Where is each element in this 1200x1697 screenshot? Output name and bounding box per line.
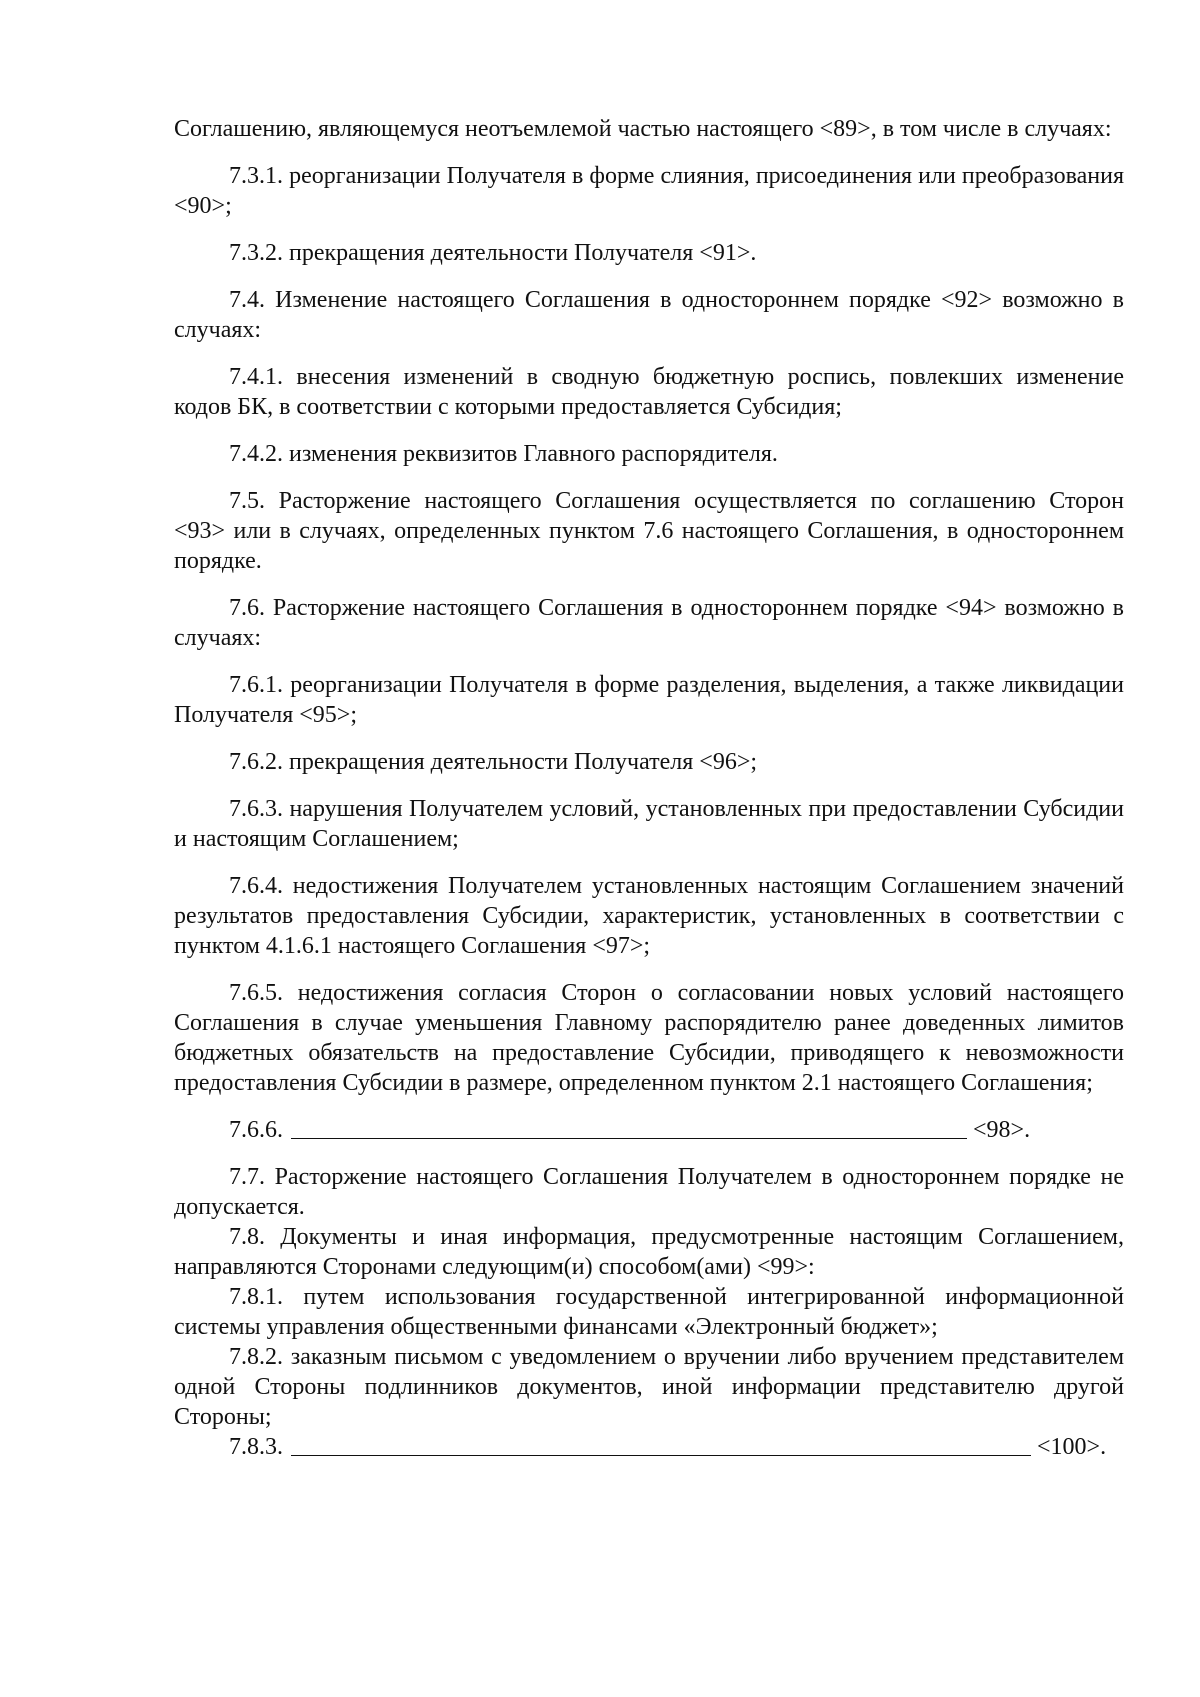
document-page [174, 114, 1124, 1479]
paragraph-7-8-1: 7.8.1. путем использования государственной интегрированной информационной системы управления общественными финансами «Электронный бюджет»; [174, 1284, 1124, 1340]
paragraph-7-4-2: 7.4.2. изменения реквизитов Главного распорядителя. [229, 441, 778, 467]
footnote-ref: <100>. [1037, 1434, 1107, 1460]
paragraph-continuation: Соглашению, являющемуся неотъемлемой частью настоящего <89>, в том числе в случаях: [174, 116, 1112, 142]
paragraph-7-8-3-blank [174, 1432, 1124, 1462]
paragraph-7-3-1: 7.3.1. реорганизации Получателя в форме слияния, присоединения или преобразования <90>; [174, 163, 1124, 219]
paragraph-7-6-3: 7.6.3. нарушения Получателем условий, установленных при предоставлении Субсидии и настоящим Соглашением; [174, 796, 1124, 852]
clause-number: 7.6.6. [229, 1117, 283, 1143]
paragraph-7-8-2: 7.8.2. заказным письмом с уведомлением о вручении либо вручением представителем одной Стороны подлинников документов, иной информации представителю другой Стороны; [174, 1344, 1124, 1430]
paragraph-7-6-5: 7.6.5. недостижения согласия Сторон о согласовании новых условий настоящего Соглашения в случае уменьшения Главному распорядителю ранее доведенных лимитов бюджетных обязательств на предоставление Субсидии, приводящего к невозможности предоставления Субсидии в размере, определенном пунктом 2.1 настоящего Соглашения; [174, 980, 1124, 1096]
paragraph-7-3-2: 7.3.2. прекращения деятельности Получателя <91>. [229, 240, 757, 266]
clause-number: 7.8.3. [229, 1434, 283, 1460]
paragraph-7-4-1: 7.4.1. внесения изменений в сводную бюджетную роспись, повлекших изменение кодов БК, в соответствии с которыми предоставляется Субсидия; [174, 364, 1124, 420]
paragraph-7-6-2: 7.6.2. прекращения деятельности Получателя <96>; [229, 749, 758, 775]
paragraph-7-6-6-blank [174, 1115, 1124, 1145]
paragraph-7-6-1: 7.6.1. реорганизации Получателя в форме разделения, выделения, а также ликвидации Получателя <95>; [174, 672, 1124, 728]
fill-in-line [291, 1433, 1031, 1456]
paragraph-7-8: 7.8. Документы и иная информация, предусмотренные настоящим Соглашением, направляются Сторонами следующим(и) способом(ами) <99>: [174, 1224, 1124, 1280]
footnote-ref: <98>. [973, 1117, 1031, 1143]
paragraph-7-7: 7.7. Расторжение настоящего Соглашения Получателем в одностороннем порядке не допускается. [174, 1164, 1124, 1220]
paragraph-7-4: 7.4. Изменение настоящего Соглашения в одностороннем порядке <92> возможно в случаях: [174, 287, 1124, 343]
paragraph-7-6-4: 7.6.4. недостижения Получателем установленных настоящим Соглашением значений результатов предоставления Субсидии, характеристик, установленных в соответствии с пунктом 4.1.6.1 настоящего Соглашения <97>; [174, 873, 1124, 959]
fill-in-line [291, 1116, 967, 1139]
paragraph-7-5: 7.5. Расторжение настоящего Соглашения осуществляется по соглашению Сторон <93> или в случаях, определенных пунктом 7.6 настоящего Соглашения, в одностороннем порядке. [174, 488, 1124, 574]
paragraph-7-6: 7.6. Расторжение настоящего Соглашения в одностороннем порядке <94> возможно в случаях: [174, 595, 1124, 651]
